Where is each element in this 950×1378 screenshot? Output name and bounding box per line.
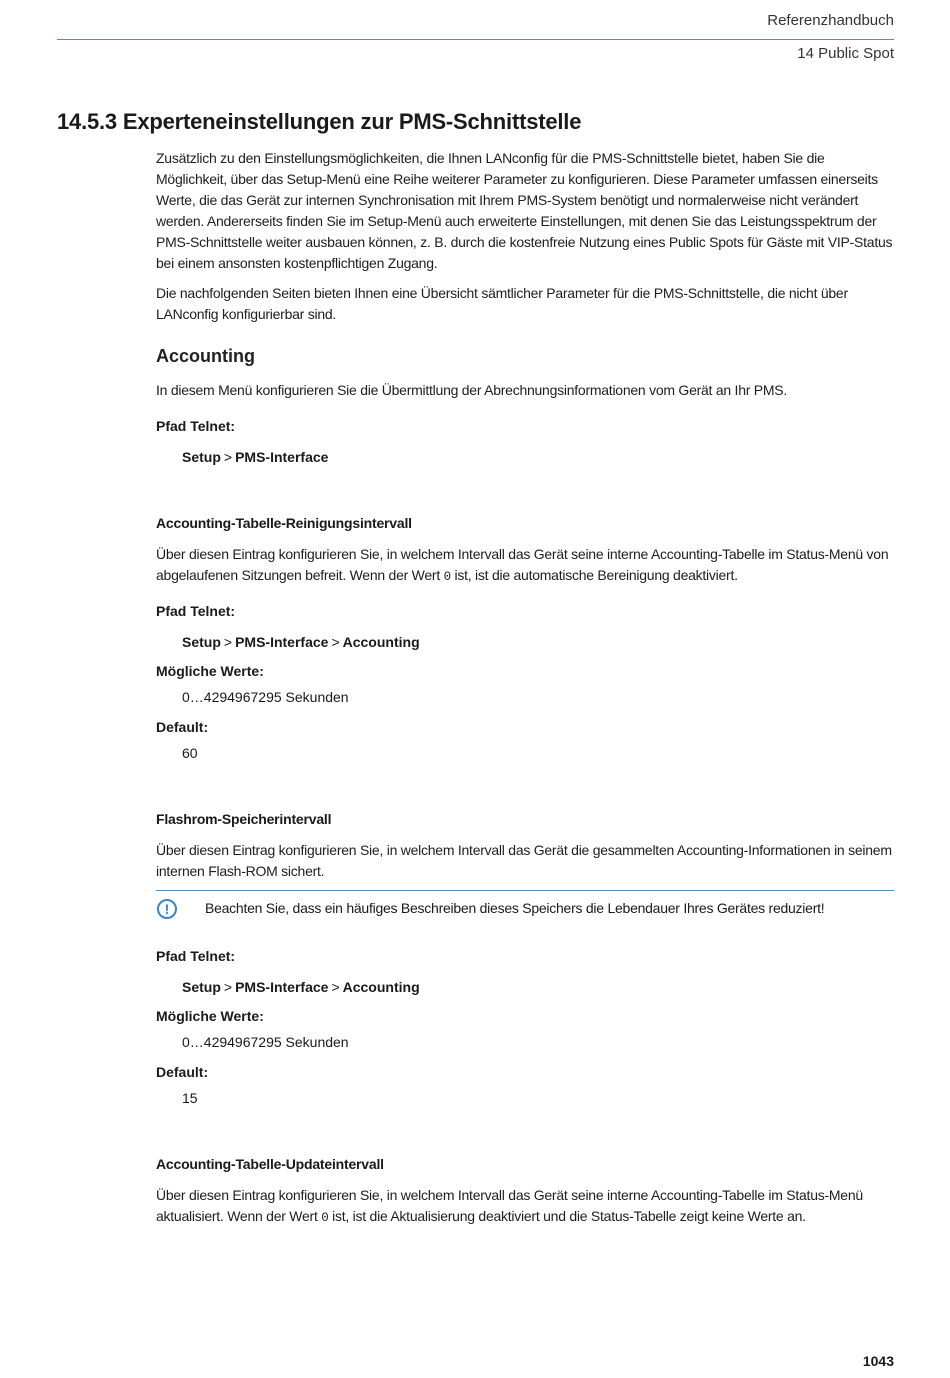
path-segment: Accounting: [342, 634, 420, 650]
entry-description-text: ist, ist die automatische Bereinigung deaktiviert.: [450, 567, 738, 583]
possible-values: 0…4294967295 Sekunden: [182, 689, 349, 705]
inline-code: 0: [443, 570, 451, 584]
path-segment: PMS-Interface: [235, 449, 329, 465]
path-telnet-label: Pfad Telnet:: [156, 948, 236, 964]
page-number: 1043: [862, 1353, 894, 1369]
path-separator: >: [331, 634, 340, 650]
path-separator: >: [223, 634, 233, 650]
entry-description: [156, 544, 894, 588]
entry-description-text: Über diesen Eintrag konfigurieren Sie, in welchem Intervall das Gerät seine interne Accounting-Tabelle im Status-Menü von abgelaufenen Sitzungen befreit. Wenn der Wert: [156, 546, 889, 583]
intro-paragraph-2: Die nachfolgenden Seiten bieten Ihnen eine Übersicht sämtlicher Parameter für die PMS-Schnittstelle, die nicht über LANconfig konfigurierbar sind.: [156, 285, 848, 322]
default-label: Default:: [156, 719, 209, 735]
path-segment: Setup: [182, 449, 221, 465]
possible-values-label: Mögliche Werte:: [156, 663, 264, 679]
path-separator: >: [331, 979, 340, 995]
path-telnet-label: Pfad Telnet:: [156, 603, 236, 619]
path-segment: PMS-Interface: [235, 634, 329, 650]
path-segment: Setup: [182, 979, 221, 995]
inline-code: 0: [321, 1211, 329, 1225]
entry-description-text: ist, ist die Aktualisierung deaktiviert und die Status-Tabelle zeigt keine Werte an.: [328, 1208, 806, 1224]
entry-description: [156, 1185, 894, 1229]
possible-values-label: Mögliche Werte:: [156, 1008, 264, 1024]
entry-path: [182, 634, 420, 650]
entry-title: Accounting-Tabelle-Updateintervall: [156, 1156, 384, 1172]
path-segment: Accounting: [342, 979, 420, 995]
path-telnet-label: Pfad Telnet:: [156, 418, 236, 434]
warning-note: Beachten Sie, dass ein häufiges Beschreiben dieses Speichers die Lebendauer Ihres Gerätes reduziert!: [205, 900, 825, 916]
warning-icon: !: [157, 899, 177, 919]
path-segment: Setup: [182, 634, 221, 650]
entry-title: Accounting-Tabelle-Reinigungsintervall: [156, 515, 412, 531]
manual-title: Referenzhandbuch: [767, 12, 894, 29]
path-separator: >: [223, 979, 233, 995]
entry-description-text: Über diesen Eintrag konfigurieren Sie, in welchem Intervall das Gerät seine interne Accounting-Tabelle im Status-Menü aktualisiert. Wenn der Wert: [156, 1187, 863, 1224]
default-value: 15: [182, 1090, 198, 1106]
chapter-title: 14 Public Spot: [797, 45, 894, 62]
intro-paragraph-1: Zusätzlich zu den Einstellungsmöglichkeiten, die Ihnen LANconfig für die PMS-Schnittstelle bietet, haben Sie die Möglichkeit, über das Setup-Menü eine Reihe weiterer Parameter zu konfigurieren. Diese Parameter umfassen einerseits Werte, die das Gerät zur internen Synchronisation mit Ihrem PMS-System benötigt und normalerweise nicht verändert werden. Andererseits finden Sie im Setup-Menü auch erweiterte Einstellungen, mit denen Sie das Leistungsspektrum der PMS-Schnittstelle weiter ausbauen können, z. B. durch die kostenfreie Nutzung eines Public Spots für Gäste mit VIP-Status bei einem ansonsten kostenpflichtigen Zugang.: [156, 150, 893, 271]
path-separator: >: [223, 449, 233, 465]
default-value: 60: [182, 745, 198, 761]
entry-description: Über diesen Eintrag konfigurieren Sie, in welchem Intervall das Gerät die gesammelten Accounting-Informationen in seinem internen Flash-ROM sichert.: [156, 842, 892, 879]
entry-title: Flashrom-Speicherintervall: [156, 811, 332, 827]
section-heading: 14.5.3 Experteneinstellungen zur PMS-Schnittstelle: [57, 109, 582, 134]
header-divider: [57, 39, 894, 40]
entry-path: [182, 979, 420, 995]
accounting-path: [182, 449, 328, 465]
note-divider: [156, 890, 894, 891]
accounting-description: In diesem Menü konfigurieren Sie die Übermittlung der Abrechnungsinformationen vom Gerät an Ihr PMS.: [156, 382, 788, 398]
path-segment: PMS-Interface: [235, 979, 329, 995]
possible-values: 0…4294967295 Sekunden: [182, 1034, 349, 1050]
accounting-heading: Accounting: [156, 346, 255, 366]
default-label: Default:: [156, 1064, 209, 1080]
